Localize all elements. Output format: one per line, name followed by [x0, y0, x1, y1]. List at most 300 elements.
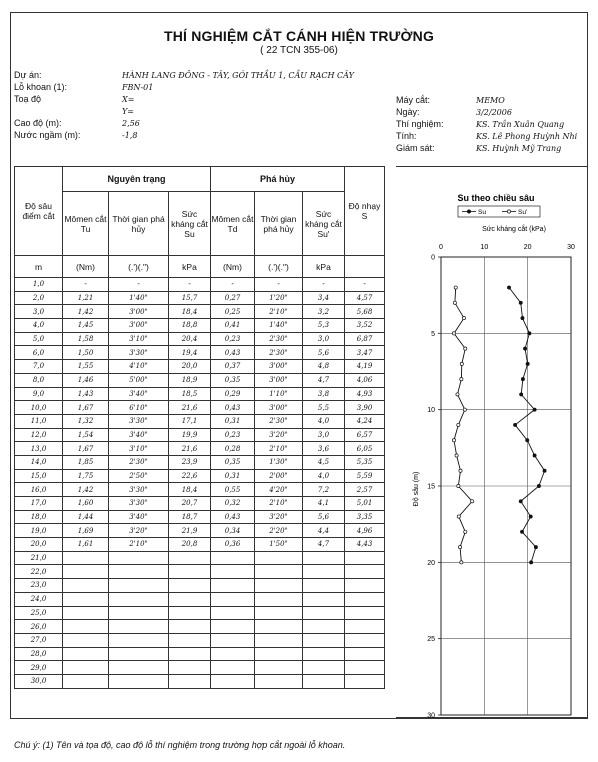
header-time-intact: Thời gian phá hủy: [109, 192, 169, 256]
cell-moment-tu: 1,42: [63, 305, 109, 319]
cell-su-d: -: [303, 278, 345, 292]
cell-depth: 6,0: [15, 346, 63, 360]
data-point-su: [519, 500, 522, 503]
cell-depth: 2,0: [15, 291, 63, 305]
cell-depth: 10,0: [15, 401, 63, 415]
cell-time-d: [255, 565, 303, 579]
info-label: Lỗ khoan (1):: [14, 82, 68, 92]
cell-time: [109, 620, 169, 634]
cell-su-d: 3,0: [303, 428, 345, 442]
unit-su: kPa: [169, 256, 211, 278]
cell-time-d: [255, 661, 303, 675]
table-row: [15, 469, 385, 483]
info-label: Toạ độ: [14, 94, 42, 104]
header-time-disturbed: Thời gian phá hủy: [255, 192, 303, 256]
table-row: [15, 551, 385, 565]
cell-moment-tu: 1,32: [63, 414, 109, 428]
cell-moment-tu: [63, 551, 109, 565]
cell-sensitivity: 5,68: [345, 305, 385, 319]
data-point-su-disturbed: [464, 530, 467, 533]
cell-moment-td: 0,35: [211, 455, 255, 469]
cell-su-d: 3,0: [303, 332, 345, 346]
data-point-su: [520, 530, 523, 533]
cell-depth: 9,0: [15, 387, 63, 401]
cell-time: 3'10": [109, 442, 169, 456]
data-point-su-disturbed: [464, 347, 467, 350]
cell-time: 5'00": [109, 373, 169, 387]
cell-time-d: 2'10": [255, 442, 303, 456]
table-row: [15, 278, 385, 292]
cell-depth: 20,0: [15, 538, 63, 552]
legend-label: Su: [478, 209, 486, 216]
cell-moment-tu: 1,67: [63, 442, 109, 456]
cell-su-d: 5,6: [303, 510, 345, 524]
cell-time-d: [255, 606, 303, 620]
y-tick-label: 30: [427, 712, 435, 719]
cell-time-d: [255, 579, 303, 593]
cell-su-d: [303, 674, 345, 688]
cell-time: [109, 565, 169, 579]
cell-su-d: 4,5: [303, 455, 345, 469]
cell-time-d: 3'00": [255, 401, 303, 415]
cell-moment-td: 0,27: [211, 291, 255, 305]
cell-time-d: 2'30": [255, 346, 303, 360]
cell-su: 20,4: [169, 332, 211, 346]
cell-depth: 5,0: [15, 332, 63, 346]
table-row: [15, 579, 385, 593]
data-point-su: [521, 316, 524, 319]
data-point-su: [526, 439, 529, 442]
info-label: Giám sát:: [396, 143, 435, 153]
cell-moment-td: 0,43: [211, 510, 255, 524]
cell-moment-tu: 1,60: [63, 497, 109, 511]
cell-su: 21,6: [169, 401, 211, 415]
cell-su: 19,4: [169, 346, 211, 360]
cell-depth: 13,0: [15, 442, 63, 456]
cell-su: [169, 620, 211, 634]
info-label: Máy cắt:: [396, 95, 431, 105]
cell-time-d: [255, 551, 303, 565]
chart-legend: [458, 206, 540, 217]
cell-depth: 4,0: [15, 319, 63, 333]
data-point-su-disturbed: [457, 515, 460, 518]
info-label: Nước ngầm (m):: [14, 130, 81, 140]
cell-depth: 19,0: [15, 524, 63, 538]
cell-moment-td: [211, 592, 255, 606]
cell-time: [109, 661, 169, 675]
data-point-su: [507, 286, 510, 289]
cell-time-d: 1'10": [255, 387, 303, 401]
cell-su: [169, 579, 211, 593]
cell-depth: 14,0: [15, 455, 63, 469]
data-point-su-disturbed: [455, 454, 458, 457]
cell-su-d: [303, 565, 345, 579]
table-row: [15, 455, 385, 469]
cell-moment-td: [211, 579, 255, 593]
cell-sensitivity: [345, 606, 385, 620]
cell-moment-td: 0,43: [211, 401, 255, 415]
cell-su-d: 5,3: [303, 319, 345, 333]
cell-moment-td: -: [211, 278, 255, 292]
cell-sensitivity: 5,35: [345, 455, 385, 469]
cell-time-d: 1'20": [255, 291, 303, 305]
header-moment-tu: Mômen cắt Tu: [63, 192, 109, 256]
cell-time: 2'10": [109, 538, 169, 552]
cell-moment-tu: [63, 565, 109, 579]
unit-su-d: kPa: [303, 256, 345, 278]
table-row: [15, 633, 385, 647]
y-tick-label: 0: [431, 254, 435, 262]
cell-moment-tu: 1,42: [63, 483, 109, 497]
cell-moment-tu: 1,67: [63, 401, 109, 415]
cell-sensitivity: 2,57: [345, 483, 385, 497]
chart-xlabel: Sức kháng cắt (kPa): [482, 226, 546, 233]
data-point-su-disturbed: [453, 301, 456, 304]
data-point-su: [534, 545, 537, 548]
table-row: [15, 346, 385, 360]
cell-moment-tu: 1,45: [63, 319, 109, 333]
header-su-disturbed: Sức kháng cắt Su': [303, 192, 345, 256]
cell-depth: 16,0: [15, 483, 63, 497]
data-point-su: [530, 561, 533, 564]
cell-moment-td: 0,37: [211, 360, 255, 374]
data-point-su-disturbed: [463, 408, 466, 411]
table-row: [15, 674, 385, 688]
x-tick-label: 10: [480, 244, 489, 251]
table-row: [15, 305, 385, 319]
cell-sensitivity: [345, 647, 385, 661]
cell-moment-td: [211, 633, 255, 647]
cell-time: 3'30": [109, 414, 169, 428]
data-point-su: [514, 423, 517, 426]
info-value: -1,8: [122, 131, 138, 140]
info-label: Tính:: [396, 131, 417, 141]
cell-su: 18,4: [169, 483, 211, 497]
cell-su: [169, 633, 211, 647]
table-row: [15, 401, 385, 415]
cell-moment-tu: 1,43: [63, 387, 109, 401]
info-value: 2,56: [122, 119, 140, 128]
cell-time: 3'30": [109, 497, 169, 511]
cell-su-d: 4,7: [303, 538, 345, 552]
cell-su-d: [303, 620, 345, 634]
table-row: [15, 291, 385, 305]
y-tick-label: 10: [427, 407, 435, 415]
cell-time-d: [255, 647, 303, 661]
y-tick-label: 25: [427, 636, 435, 644]
cell-sensitivity: 3,47: [345, 346, 385, 360]
info-value: KS. Lê Phong Huỳnh Nhi: [476, 132, 578, 141]
cell-sensitivity: [345, 674, 385, 688]
cell-su: 20,8: [169, 538, 211, 552]
cell-su: 21,6: [169, 442, 211, 456]
table-row: [15, 428, 385, 442]
cell-su: 15,7: [169, 291, 211, 305]
cell-su: [169, 606, 211, 620]
cell-depth: 15,0: [15, 469, 63, 483]
table-row: [15, 497, 385, 511]
cell-moment-td: [211, 674, 255, 688]
cell-depth: 3,0: [15, 305, 63, 319]
info-value: MEMO: [476, 96, 505, 105]
cell-moment-td: 0,36: [211, 538, 255, 552]
cell-moment-td: 0,29: [211, 387, 255, 401]
data-point-su-disturbed: [460, 561, 463, 564]
cell-su: [169, 661, 211, 675]
data-point-su: [520, 393, 523, 396]
cell-moment-tu: 1,54: [63, 428, 109, 442]
cell-depth: 30,0: [15, 674, 63, 688]
cell-sensitivity: 5,01: [345, 497, 385, 511]
cell-time-d: 2'30": [255, 332, 303, 346]
table-row: [15, 414, 385, 428]
cell-sensitivity: [345, 579, 385, 593]
cell-su: 17,1: [169, 414, 211, 428]
x-tick-label: 20: [523, 244, 532, 251]
cell-moment-td: 0,23: [211, 428, 255, 442]
data-point-su: [526, 362, 529, 365]
header-sensitivity: Độ nhạy S: [345, 167, 385, 256]
cell-time: 6'10": [109, 401, 169, 415]
cell-su-d: 4,8: [303, 360, 345, 374]
info-value: HÀNH LANG ĐÔNG - TÂY, GÓI THẦU 1, CẦU RẠCH CÂY: [122, 71, 354, 80]
cell-time-d: 3'00": [255, 360, 303, 374]
cell-sensitivity: 4,93: [345, 387, 385, 401]
cell-su-d: 5,6: [303, 346, 345, 360]
table-row: [15, 442, 385, 456]
info-value: X=: [122, 95, 135, 104]
cell-su-d: [303, 579, 345, 593]
y-tick-label: 20: [427, 559, 435, 567]
table-row: [15, 360, 385, 374]
project-info-left: [14, 70, 394, 160]
data-point-su: [543, 469, 546, 472]
cell-moment-td: 0,55: [211, 483, 255, 497]
cell-sensitivity: 3,90: [345, 401, 385, 415]
cell-time: 3'00": [109, 319, 169, 333]
table-row: [15, 319, 385, 333]
cell-sensitivity: 4,06: [345, 373, 385, 387]
y-tick-label: 5: [431, 330, 435, 338]
header-group-disturbed: Phá hủy: [211, 167, 345, 192]
cell-sensitivity: [345, 592, 385, 606]
data-point-su-disturbed: [452, 332, 455, 335]
cell-depth: 26,0: [15, 620, 63, 634]
chart-panel: [396, 166, 588, 718]
cell-depth: 23,0: [15, 579, 63, 593]
cell-depth: 27,0: [15, 633, 63, 647]
cell-moment-tu: [63, 647, 109, 661]
cell-time-d: 2'10": [255, 305, 303, 319]
cell-su: 18,8: [169, 319, 211, 333]
info-label: Cao độ (m):: [14, 118, 62, 128]
cell-su: 23,9: [169, 455, 211, 469]
cell-moment-tu: [63, 674, 109, 688]
cell-su-d: 3,2: [303, 305, 345, 319]
data-point-su-disturbed: [460, 378, 463, 381]
cell-depth: 22,0: [15, 565, 63, 579]
cell-su-d: 3,4: [303, 291, 345, 305]
cell-su-d: [303, 606, 345, 620]
cell-sensitivity: 5,59: [345, 469, 385, 483]
cell-sensitivity: [345, 565, 385, 579]
cell-depth: 17,0: [15, 497, 63, 511]
cell-moment-td: 0,32: [211, 497, 255, 511]
cell-moment-tu: 1,46: [63, 373, 109, 387]
cell-moment-td: [211, 551, 255, 565]
cell-time-d: [255, 592, 303, 606]
data-point-su: [519, 301, 522, 304]
unit-sens: [345, 256, 385, 278]
cell-depth: 25,0: [15, 606, 63, 620]
cell-time: 3'10": [109, 332, 169, 346]
cell-time: [109, 592, 169, 606]
table-row: [15, 373, 385, 387]
cell-time-d: 3'20": [255, 428, 303, 442]
cell-moment-tu: 1,85: [63, 455, 109, 469]
project-info-right: [396, 95, 586, 165]
cell-moment-tu: 1,75: [63, 469, 109, 483]
table-row: [15, 647, 385, 661]
cell-su: 18,4: [169, 305, 211, 319]
cell-su-d: [303, 592, 345, 606]
cell-moment-td: [211, 606, 255, 620]
cell-su: [169, 674, 211, 688]
cell-moment-td: 0,25: [211, 305, 255, 319]
cell-moment-tu: 1,44: [63, 510, 109, 524]
cell-time-d: 2'30": [255, 414, 303, 428]
cell-time: 2'50": [109, 469, 169, 483]
data-point-su-disturbed: [462, 316, 465, 319]
cell-moment-td: 0,31: [211, 469, 255, 483]
cell-time: 2'30": [109, 455, 169, 469]
cell-time: [109, 606, 169, 620]
data-point-su-disturbed: [459, 469, 462, 472]
cell-moment-td: 0,41: [211, 319, 255, 333]
cell-time: 4'10": [109, 360, 169, 374]
table-row: [15, 620, 385, 634]
x-tick-label: 30: [567, 244, 575, 251]
cell-moment-td: 0,31: [211, 414, 255, 428]
x-tick-label: 0: [439, 244, 443, 251]
cell-sensitivity: 6,57: [345, 428, 385, 442]
table-row: [15, 387, 385, 401]
cell-moment-td: 0,35: [211, 373, 255, 387]
cell-su-d: [303, 647, 345, 661]
cell-moment-td: [211, 565, 255, 579]
data-point-su-disturbed: [457, 484, 460, 487]
cell-depth: 24,0: [15, 592, 63, 606]
cell-su: 18,9: [169, 373, 211, 387]
chart-plot-area: [427, 244, 575, 719]
legend-label: Su': [518, 209, 528, 216]
info-label: Dự án:: [14, 70, 42, 80]
cell-su: -: [169, 278, 211, 292]
cell-moment-tu: 1,50: [63, 346, 109, 360]
cell-time-d: 1'30": [255, 455, 303, 469]
cell-time: 3'40": [109, 428, 169, 442]
data-point-su-disturbed: [454, 286, 457, 289]
cell-su-d: 4,4: [303, 524, 345, 538]
info-value: FBN-01: [122, 83, 154, 92]
cell-sensitivity: -: [345, 278, 385, 292]
legend-marker: [507, 210, 510, 213]
cell-su: 22,6: [169, 469, 211, 483]
cell-sensitivity: 4,57: [345, 291, 385, 305]
info-label: Ngày:: [396, 107, 420, 117]
unit-moment-d: (Nm): [211, 256, 255, 278]
cell-su-d: 3,8: [303, 387, 345, 401]
page-subtitle: ( 22 TCN 355-06): [260, 45, 338, 56]
cell-moment-td: 0,28: [211, 442, 255, 456]
cell-sensitivity: 4,43: [345, 538, 385, 552]
cell-moment-tu: 1,58: [63, 332, 109, 346]
cell-moment-td: 0,23: [211, 332, 255, 346]
cell-moment-tu: 1,61: [63, 538, 109, 552]
cell-sensitivity: [345, 661, 385, 675]
cell-sensitivity: [345, 633, 385, 647]
header-depth: Độ sâu điểm cắt: [15, 167, 63, 256]
cell-time-d: 2'10": [255, 497, 303, 511]
cell-su: [169, 551, 211, 565]
cell-sensitivity: 6,87: [345, 332, 385, 346]
cell-time: 1'40": [109, 291, 169, 305]
cell-time: 3'40": [109, 510, 169, 524]
cell-su-d: 7,2: [303, 483, 345, 497]
cell-time: 3'40": [109, 387, 169, 401]
cell-time: 3'00": [109, 305, 169, 319]
cell-moment-tu: 1,21: [63, 291, 109, 305]
cell-su-d: 4,1: [303, 497, 345, 511]
cell-sensitivity: 4,96: [345, 524, 385, 538]
info-value: KS. Huỳnh Mỹ Trang: [476, 144, 562, 153]
cell-su: [169, 592, 211, 606]
table-row: [15, 565, 385, 579]
cell-time: 3'30": [109, 346, 169, 360]
cell-time: [109, 633, 169, 647]
cell-time-d: [255, 620, 303, 634]
data-point-su-disturbed: [471, 500, 474, 503]
cell-moment-tu: 1,55: [63, 360, 109, 374]
footnote: Chú ý: (1) Tên và tọa độ, cao độ lỗ thí nghiệm trong trường hợp cắt ngoài lỗ khoan.: [14, 740, 346, 750]
cell-depth: 12,0: [15, 428, 63, 442]
cell-sensitivity: 4,19: [345, 360, 385, 374]
cell-su-d: 4,0: [303, 469, 345, 483]
data-point-su-disturbed: [460, 362, 463, 365]
cell-moment-td: [211, 647, 255, 661]
data-point-su: [528, 332, 531, 335]
table-row: [15, 661, 385, 675]
cell-depth: 18,0: [15, 510, 63, 524]
cell-moment-tu: [63, 620, 109, 634]
cell-su: 18,7: [169, 510, 211, 524]
cell-su: 20,0: [169, 360, 211, 374]
info-label: Thí nghiệm:: [396, 119, 444, 129]
unit-time-d: (.')(."): [255, 256, 303, 278]
cell-su-d: [303, 633, 345, 647]
cell-moment-td: [211, 620, 255, 634]
cell-time-d: 1'50": [255, 538, 303, 552]
cell-moment-tu: [63, 592, 109, 606]
data-point-su-disturbed: [458, 545, 461, 548]
chart-title: Su theo chiều sâu: [457, 193, 535, 203]
cell-time: 3'20": [109, 524, 169, 538]
cell-depth: 21,0: [15, 551, 63, 565]
page-title: THÍ NGHIỆM CẮT CÁNH HIỆN TRƯỜNG: [163, 28, 435, 44]
cell-sensitivity: 6,05: [345, 442, 385, 456]
data-point-su: [523, 347, 526, 350]
info-value: Y=: [122, 107, 134, 116]
